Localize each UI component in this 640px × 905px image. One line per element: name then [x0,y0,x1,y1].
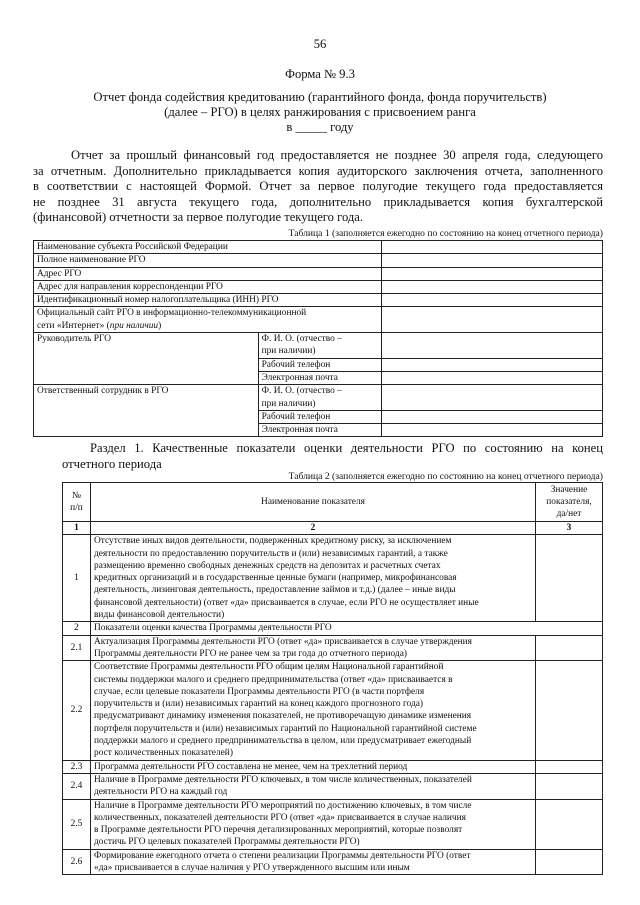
indicator-name [91,773,536,799]
indicator-line: Наличие в Программе деятельности РГО ключевых, в том числе количественных, показателей [94,774,472,785]
form-number: Форма № 9.3 [285,67,355,81]
header-line: п/п [70,503,83,513]
row-number: 2.2 [63,661,91,760]
table-row [63,849,603,875]
subfield-label [258,371,381,384]
field-label-line: Официальный сайт РГО в информационно-телекоммуникационной [37,308,307,319]
table1-caption: Таблица 1 (заполняется ежегодно по состоянию на конец отчетного периода) [288,228,603,239]
indicator-value-input[interactable] [536,635,603,661]
indicator-name [91,849,536,875]
header-row [63,483,603,522]
indicators-table [62,482,603,875]
indicator-line: Программы деятельности РГО не ранее чем за три года до отчетного периода) [94,648,407,659]
table-row [63,799,603,849]
indicator-value-input[interactable] [536,849,603,875]
group-label: Руководитель РГО [34,333,259,385]
title-line: в _____ году [286,120,354,134]
indicator-value-input[interactable] [536,535,603,622]
indicator-line: портфеля поручительств и (или) независимых гарантий по Национальной гарантийной системе [94,723,477,734]
indicator-line: предусматривают динамику изменения показателей, не противоречащую динамике изменения [94,711,472,722]
field-label [34,307,382,333]
indicator-line: количественных, показателей деятельности РГО (ответ «да» присваивается в случае наличия [94,812,466,823]
subfield-label [258,424,381,437]
table-row [34,385,603,411]
indicator-name [91,661,536,760]
field-value-input[interactable] [381,280,603,293]
indicator-line: рост количественных показателей) [94,748,233,759]
table-row [34,307,603,333]
subfield-label-line: Рабочий телефон [261,411,331,422]
subfield-label-line: Электронная почта [261,425,338,436]
table-row [34,333,603,359]
row-number: 2.5 [63,799,91,849]
table2-caption: Таблица 2 (заполняется ежегодно по состоянию на конец отчетного периода) [288,471,603,482]
field-label-line: Идентификационный номер налогоплательщика (ИНН) РГО [37,295,279,306]
indicator-line: Наличие в Программе деятельности РГО мероприятий по достижению ключевых, в том числе [94,800,472,811]
subfield-label [258,358,381,371]
indicator-line: Соответствие Программы деятельности РГО общим целям Национальной гарантийной [94,662,444,673]
indicator-name [91,622,603,635]
intro-line: за отчетным. Дополнительно прикладывается копия аудиторского заключения отчета, заполненного [33,163,603,178]
field-label [34,241,382,254]
table-row [63,773,603,799]
column-number: 2 [91,522,536,535]
subfield-label [258,385,381,411]
table-row [34,254,603,267]
indicator-value-input[interactable] [536,661,603,760]
field-value-input[interactable] [381,371,603,384]
table-row [63,661,603,760]
title-line: Отчет фонда содействия кредитованию (гарантийного фонда, фонда поручительств) [93,90,547,104]
form-title [0,90,640,135]
table-row [63,622,603,635]
table-row [63,535,603,622]
indicator-line: Формирование ежегодного отчета о степени реализации Программы деятельности РГО (ответ [94,850,471,861]
number-header [63,483,91,522]
intro-line: (финансовой) отчетности за первое полугодие текущего года. [33,210,364,225]
indicator-line: кредитных организаций и в государственные ценные бумаги (например, микрофинансовая [94,573,457,584]
header-line: Значение [550,484,588,495]
row-number: 2.1 [63,635,91,661]
row-number: 1 [63,535,91,622]
indicator-line: в Программе деятельности РГО перечня детализированных мероприятий, которые позволят [94,825,463,836]
subfield-label-line: при наличии) [261,346,316,357]
value-header [536,483,603,522]
row-number: 2 [63,622,91,635]
field-label-line: сети «Интернет» (при наличии) [37,320,162,331]
row-number: 2.3 [63,760,91,773]
field-value-input[interactable] [381,254,603,267]
organization-info-table [33,240,603,437]
subfield-label [258,410,381,423]
column-number: 3 [536,522,603,535]
field-label-line: Адрес РГО [37,268,82,279]
row-number: 2.4 [63,773,91,799]
field-label [34,294,382,307]
indicator-line: системы поддержки малого и среднего предпринимательства (ответ «да» присваивается в [94,674,453,685]
intro-paragraph [33,148,603,226]
field-value-input[interactable] [381,410,603,423]
table-row [63,635,603,661]
field-value-input[interactable] [381,358,603,371]
column-number: 1 [63,522,91,535]
indicator-line: финансовой деятельности) (ответ «да» присваивается в случае, если РГО не осуществляет иные [94,597,479,608]
subfield-label-line: Ф. И. О. (отчество – [261,386,342,397]
field-label-line: Адрес для направления корреспонденции РГО [37,281,223,292]
table-row [34,294,603,307]
indicator-name [91,799,536,849]
field-label [34,254,382,267]
header-line: Наименование показателя [261,496,365,507]
table-row [34,241,603,254]
intro-line: не позднее 31 августа текущего года, дополнительно прикладывается копия бухгалтерской [33,194,603,209]
indicator-line: поручительств и (или) независимых гарантий на конец каждого прогнозного года) [94,699,424,710]
indicator-line: деятельность, лизинговая деятельность, предоставление займов и т.д.) (далее – иные виды [94,585,456,596]
subfield-label-line: Рабочий телефон [261,359,331,370]
indicator-line: Показатели оценки качества Программы деятельности РГО [94,623,332,634]
field-label-line: Наименование субъекта Российской Федерации [37,242,228,252]
header-line: № [72,490,81,501]
indicator-line: поддержки малого и среднего предпринимательства в целом, или предусматривает ежегодный [94,736,472,747]
field-value-input[interactable] [381,424,603,437]
table-row [34,267,603,280]
intro-line: Отчет за прошлый финансовый год предоставляется не позднее 30 апреля года, следующего [71,148,603,162]
header-line: да/нет [556,509,582,520]
indicator-name [91,760,536,773]
row-number: 2.6 [63,849,91,875]
field-value-input[interactable] [381,267,603,280]
section1-heading [62,441,603,472]
section-line: Раздел 1. Качественные показатели оценки деятельности РГО по состоянию на конец [90,441,603,455]
header-line: показателя, [546,496,592,507]
indicator-line: случае, если целевые показатели Программы деятельности РГО (в части портфеля [94,686,425,697]
field-value-input[interactable] [381,294,603,307]
table-row [34,280,603,293]
indicator-line: деятельности по предоставлению поручительств и (или) независимых гарантий, а также [94,548,448,559]
subfield-label-line: Ф. И. О. (отчество – [261,334,342,345]
group-label: Ответственный сотрудник в РГО [34,385,259,437]
indicator-line: размещению временно свободных денежных средств на депозитах и расчетных счетах [94,560,441,571]
indicator-line: «да» присваивается в случае наличия у РГО утвержденного высшим или иным [94,863,410,874]
indicator-line: деятельности РГО на каждый год [94,787,228,798]
subfield-label-line: Электронная почта [261,372,338,383]
page-number: 56 [313,37,327,51]
intro-line: в соответствии с настоящей Формой. Отчет за первое полугодие текущего года предоставляется [33,179,603,194]
field-label [34,280,382,293]
field-label [34,267,382,280]
indicator-line: виды финансовой деятельности) [94,610,225,621]
indicator-name [91,535,536,622]
indicator-line: Программа деятельности РГО составлена не менее, чем на трехлетний период [94,761,408,772]
field-value-input[interactable] [381,385,603,411]
indicator-value-input[interactable] [536,799,603,849]
column-number-row [63,522,603,535]
indicator-value-input[interactable] [536,760,603,773]
title-line: (далее – РГО) в целях ранжирования с присвоением ранга [164,105,476,119]
subfield-label [258,333,381,359]
field-value-input[interactable] [381,241,603,254]
field-value-input[interactable] [381,333,603,359]
subfield-label-line: при наличии) [261,398,316,409]
indicator-value-input[interactable] [536,773,603,799]
field-label-line: Полное наименование РГО [37,255,146,266]
indicator-line: Отсутствие иных видов деятельности, подверженных кредитному риску, за исключением [94,536,452,547]
indicator-line: Актуализация Программы деятельности РГО (ответ «да» присваивается в случае утверждения [94,636,472,647]
indicator-name [91,635,536,661]
section-line: отчетного периода [62,456,162,471]
field-value-input[interactable] [381,307,603,333]
table-row [63,760,603,773]
name-header [91,483,536,522]
indicator-line: достичь РГО целевых показателей Программы деятельности РГО) [94,837,360,848]
